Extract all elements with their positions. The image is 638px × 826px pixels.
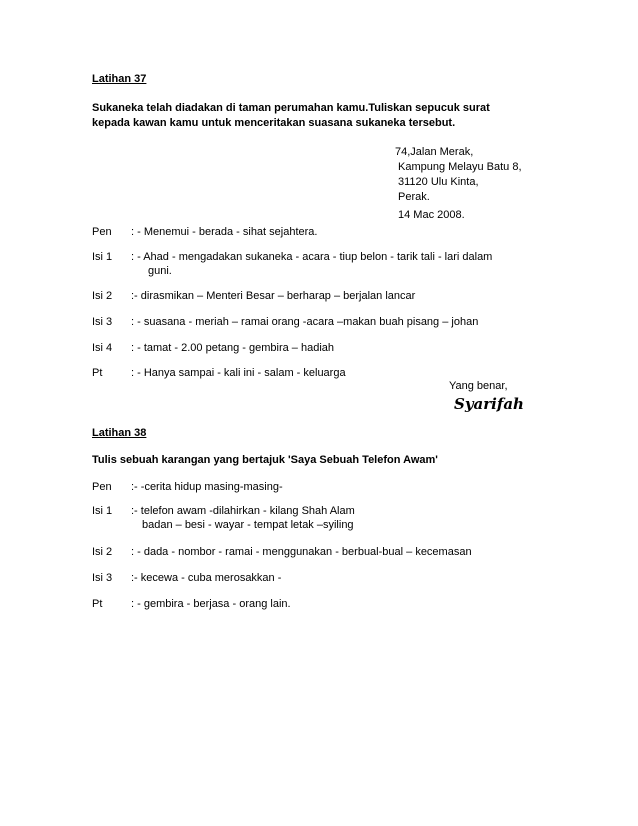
outline-label: Isi 2 [92, 290, 113, 302]
outline-label: Isi 1 [92, 251, 113, 263]
letter-date: 14 Mac 2008. [398, 209, 465, 221]
address-line: 31120 Ulu Kinta, [398, 176, 479, 188]
outline-text: : - Hanya sampai - kali ini - salam - keluarga [131, 367, 346, 379]
outline-text-continued: guni. [148, 265, 172, 277]
latihan37-heading: Latihan 37 [92, 73, 147, 85]
outline-label: Pen [92, 481, 112, 493]
signature: Syarifah [454, 395, 524, 413]
outline-text: :- telefon awam -dilahirkan - kilang Shah Alam [131, 505, 355, 517]
outline-text: : - tamat - 2.00 petang - gembira – hadiah [131, 342, 335, 354]
outline-label: Isi 1 [92, 505, 113, 517]
outline-label: Isi 3 [92, 316, 113, 328]
outline-text: : - Ahad - mengadakan sukaneka - acara - tiup belon - tarik tali - lari dalam [131, 251, 493, 263]
latihan37-question-line2: kepada kawan kamu untuk menceritakan suasana sukaneka tersebut. [92, 117, 456, 129]
latihan37-question-line1: Sukaneka telah diadakan di taman perumahan kamu.Tuliskan sepucuk surat [92, 102, 490, 114]
outline-text: :- kecewa - cuba merosakkan - [131, 572, 282, 584]
outline-label: Isi 3 [92, 572, 113, 584]
outline-label: Pen [92, 226, 112, 238]
address-line: 74,Jalan Merak, [395, 146, 474, 158]
outline-label: Isi 4 [92, 342, 113, 354]
outline-text: : - Menemui - berada - sihat sejahtera. [131, 226, 318, 238]
outline-label: Pt [92, 598, 103, 610]
outline-label: Pt [92, 367, 103, 379]
closing-text: Yang benar, [449, 380, 508, 392]
outline-text: :- dirasmikan – Menteri Besar – berharap – berjalan lancar [131, 290, 416, 302]
outline-text: : - dada - nombor - ramai - menggunakan - berbual-bual – kecemasan [131, 546, 472, 558]
outline-label: Isi 2 [92, 546, 113, 558]
outline-text: : - gembira - berjasa - orang lain. [131, 598, 291, 610]
address-line: Kampung Melayu Batu 8, [398, 161, 522, 173]
outline-text: : - suasana - meriah – ramai orang -acara –makan buah pisang – johan [131, 316, 479, 328]
outline-text: :- -cerita hidup masing-masing- [131, 481, 283, 493]
latihan38-question: Tulis sebuah karangan yang bertajuk 'Saya Sebuah Telefon Awam' [92, 454, 438, 466]
address-line: Perak. [398, 191, 430, 203]
outline-text-continued: badan – besi - wayar - tempat letak –syiling [142, 519, 354, 531]
latihan38-heading: Latihan 38 [92, 427, 147, 439]
